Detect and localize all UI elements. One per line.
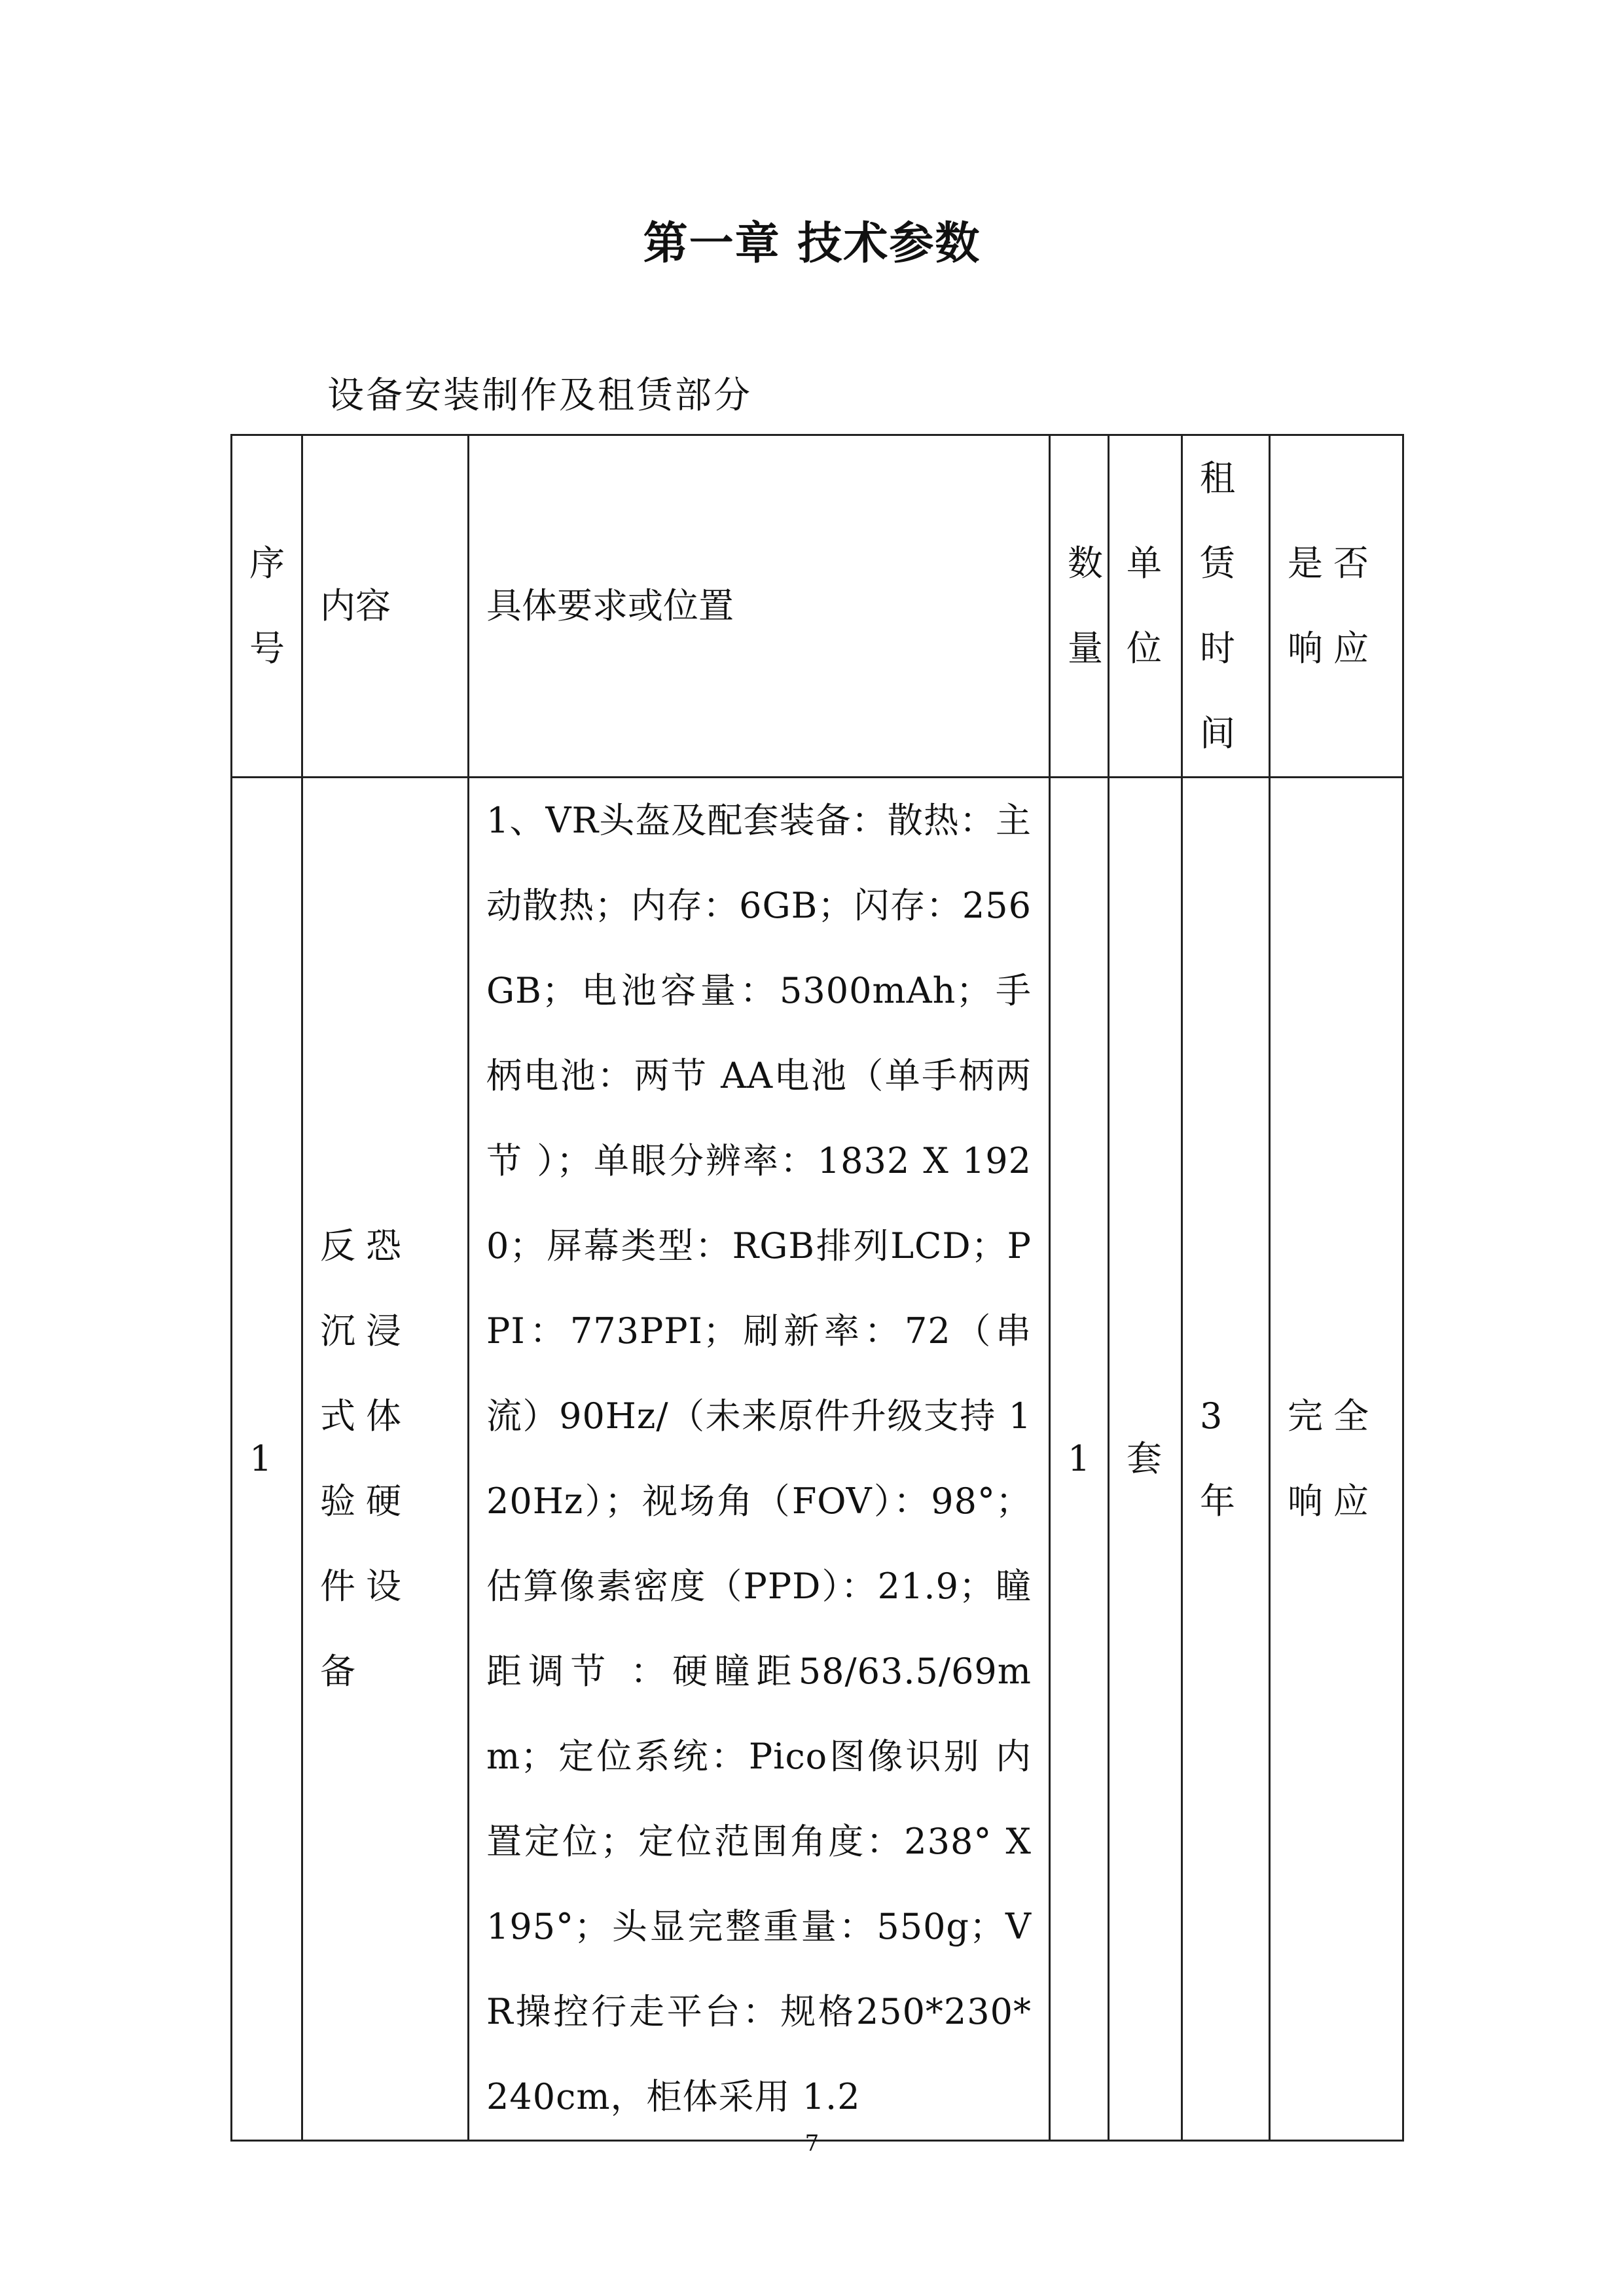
cell-lease-period: 3年 [1182, 778, 1270, 2141]
page-number: 7 [804, 2130, 820, 2157]
header-requirement: 具体要求或位置 [469, 435, 1050, 778]
table-row [232, 778, 1403, 2141]
cell-unit: 套 [1109, 778, 1182, 2141]
header-content: 内容 [302, 435, 469, 778]
header-lease-period: 租赁时间 [1182, 435, 1270, 778]
cell-response: 完全响应 [1270, 778, 1403, 2141]
header-response: 是否响应 [1270, 435, 1403, 778]
page-title: 第一章 技术参数 [643, 218, 981, 270]
header-seq: 序号 [232, 435, 302, 778]
section-subtitle: 设备安装制作及租赁部分 [327, 374, 752, 417]
cell-seq: 1 [232, 778, 302, 2141]
spec-table [230, 434, 1404, 2142]
table-header-row [232, 435, 1403, 778]
cell-quantity: 1 [1050, 778, 1109, 2141]
header-quantity: 数量 [1050, 435, 1109, 778]
cell-content: 反恐沉浸式体验硬件设备 [302, 778, 469, 2141]
header-unit: 单位 [1109, 435, 1182, 778]
cell-requirement: 1、VR头盔及配套装备：散热：主动散热；内存：6GB；闪存：256GB；电池容量：5300mAh；手柄电池：两节 AA电池（单手柄两节 ）；单眼分辨率：1832 X 1920；屏幕类型：RGB排列LCD；PPI：773PPI；刷新率：72（串流）90Hz/（未来原件升级支持 120Hz）；视场角（FOV）：98°；估算像素密度（PPD）：21.9；瞳距调节 ：硬瞳距58/63.5/69mm；定位系统：Pico图像识别 内置定位；定位范围角度：238° X 195°；头显完整重量：550g；VR操控行走平台：规格250*230*240cm，柜体采用 1.2 [469, 778, 1050, 2141]
